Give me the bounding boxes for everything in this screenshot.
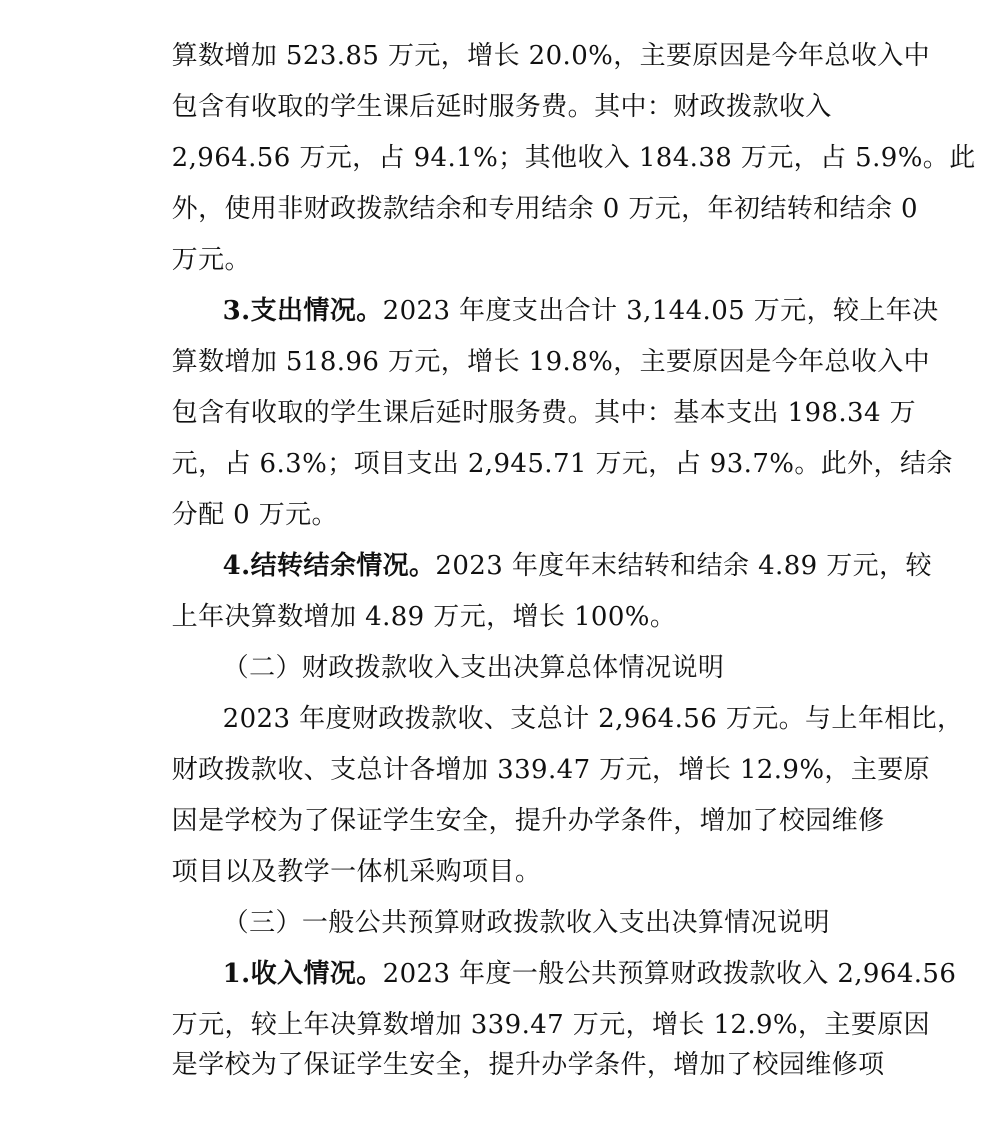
- line-text: 是学校为了保证学生安全，提升办学条件，增加了校园维修项: [171, 1050, 885, 1080]
- section-heading: 1.收入情况。: [222, 959, 383, 989]
- paragraph-line: [188, 659, 1000, 734]
- paragraph-line: [137, 200, 1000, 275]
- section-heading-line: [188, 914, 1000, 989]
- line-text: 算数增加 523.85 万元，增长 20.0%，主要原因是今年总收入中: [171, 41, 931, 71]
- paragraph-line: [137, 353, 1000, 428]
- paragraph-line: [137, 710, 1000, 785]
- line-text: 2023 年度支出合计 3,144.05 万元，较上年决: [382, 296, 939, 326]
- paragraph-line: [137, 761, 1000, 836]
- line-text: 2023 年度年末结转和结余 4.89 万元，较: [435, 551, 932, 581]
- line-text: 万元，较上年决算数增加 339.47 万元，增长 12.9%，主要原因: [171, 1010, 931, 1040]
- section-heading: 3.支出情况。: [222, 296, 383, 326]
- paragraph-line: [137, 965, 1000, 1040]
- line-text: 外，使用非财政拨款结余和专用结余 0 万元，年初结转和结余 0: [171, 194, 918, 224]
- line-text: 包含有收取的学生课后延时服务费。其中：基本支出 198.34 万: [171, 398, 916, 428]
- subsection-heading: [188, 608, 1000, 683]
- section-heading: 4.结转结余情况。: [222, 551, 436, 581]
- line-text: 2023 年度财政拨款收、支总计 2,964.56 万元。与上年相比，: [222, 704, 964, 734]
- paragraph-line: [137, 0, 1000, 71]
- subsection-heading: [188, 863, 1000, 938]
- line-text: 2,964.56 万元，占 94.1%；其他收入 184.38 万元，占 5.9%。此: [171, 143, 976, 173]
- line-text: 算数增加 518.96 万元，增长 19.8%，主要原因是今年总收入中: [171, 347, 931, 377]
- paragraph-line: [137, 455, 1000, 530]
- line-text: 2023 年度一般公共预算财政拨款收入 2,964.56: [382, 959, 957, 989]
- line-text: 财政拨款收、支总计各增加 339.47 万元，增长 12.9%，主要原: [171, 755, 931, 785]
- line-text: 项目以及教学一体机采购项目。: [171, 857, 542, 887]
- line-text: 分配 0 万元。: [171, 500, 338, 530]
- line-text: 上年决算数增加 4.89 万元，增长 100%。: [171, 602, 677, 632]
- paragraph-line: [137, 302, 1000, 377]
- paragraph-line: [137, 557, 1000, 632]
- paragraph-line: [137, 98, 1000, 173]
- line-text: 万元。: [171, 245, 251, 275]
- paragraph-line: [137, 404, 1000, 479]
- line-text: （二）财政拨款收入支出决算总体情况说明: [222, 653, 725, 683]
- paragraph-line: [137, 812, 1000, 887]
- section-heading-line: [188, 251, 1000, 326]
- line-text: 因是学校为了保证学生安全，提升办学条件，增加了校园维修: [171, 806, 885, 836]
- section-heading-line: [188, 506, 1000, 581]
- line-text: （三）一般公共预算财政拨款收入支出决算情况说明: [222, 908, 830, 938]
- line-text: 元，占 6.3%；项目支出 2,945.71 万元，占 93.7%。此外，结余: [171, 449, 953, 479]
- line-text: 包含有收取的学生课后延时服务费。其中：财政拨款收入: [171, 92, 832, 122]
- paragraph-line: [137, 47, 1000, 122]
- paragraph-line: [137, 149, 1000, 224]
- paragraph-line: [137, 1005, 1000, 1080]
